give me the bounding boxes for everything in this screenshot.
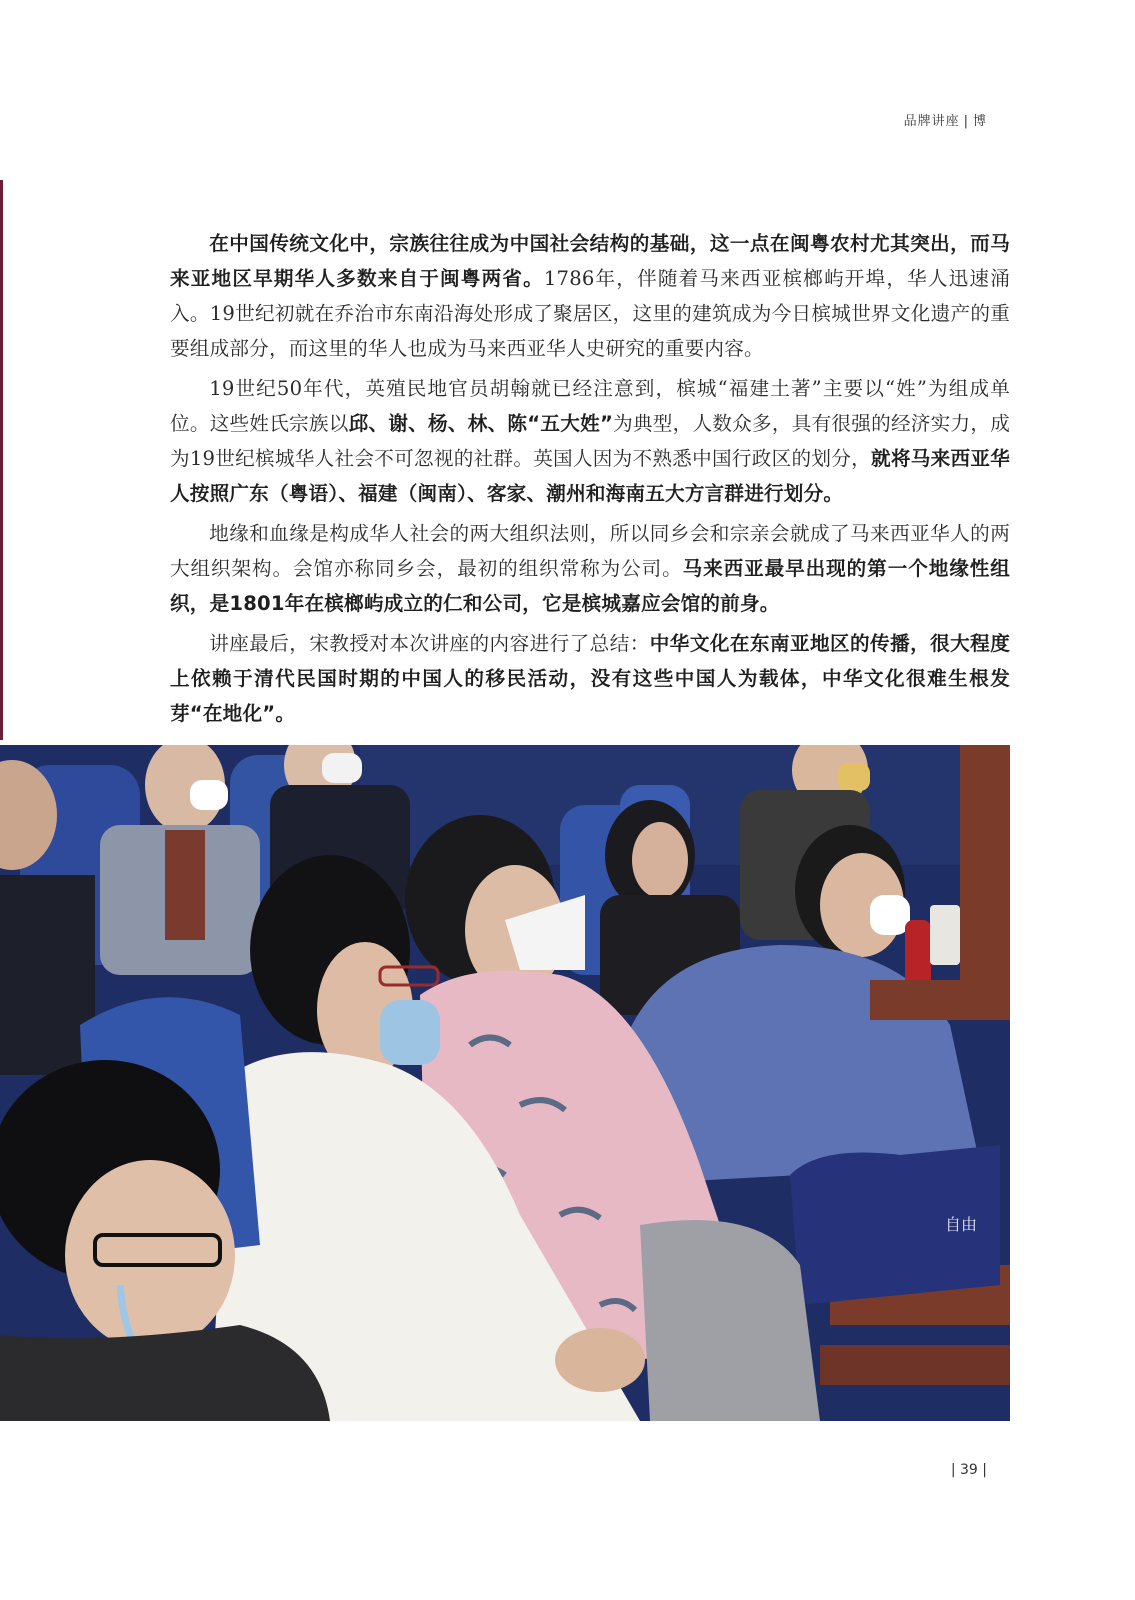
- article-body: [170, 226, 1010, 736]
- article-paragraph: [170, 516, 1010, 621]
- page-number: | 39 |: [950, 1462, 987, 1478]
- article-paragraph: [170, 371, 1010, 511]
- lecture-audience-photo: [0, 745, 1010, 1421]
- bag-print-text: 自由: [945, 1215, 978, 1234]
- article-paragraph: [170, 226, 1010, 366]
- emphasized-text: 在中国传统文化中，宗族往往成为中国社会结构的基础，这一点在闽粤农村尤其突出，而马来亚地区早期华人多数来自于闽粤两省。: [170, 232, 1010, 290]
- body-text: 1786年，伴随着马来西亚槟榔屿开埠，华人迅速涌入。19世纪初就在乔治市东南沿海处形成了聚居区，这里的建筑成为今日槟城世界文化遗产的重要组成部分，而这里的华人也成为马来西亚华人史研究的重要内容。: [170, 267, 1010, 360]
- body-text: 为典型，人数众多，具有很强的经济实力，成为19世纪槟城华人社会不可忽视的社群。英国人因为不熟悉中国行政区的划分，: [170, 412, 1010, 470]
- emphasized-text: 邱、谢、杨、林、陈“五大姓”: [348, 412, 614, 435]
- body-text: 地缘和血缘是构成华人社会的两大组织法则，所以同乡会和宗亲会就成了马来西亚华人的两大组织架构。会馆亦称同乡会，最初的组织常称为公司。: [170, 522, 1010, 580]
- body-text: 19世纪50年代，英殖民地官员胡翰就已经注意到，槟城“福建土著”主要以“姓”为组成单位。这些姓氏宗族以: [170, 377, 1010, 435]
- article-paragraph: [170, 626, 1010, 731]
- body-text: 讲座最后，宋教授对本次讲座的内容进行了总结：: [209, 632, 650, 655]
- left-edge-accent-bar: [0, 180, 3, 740]
- audience-photo-illustration: [0, 745, 1010, 1421]
- emphasized-text: 马来西亚最早出现的第一个地缘性组织，是1801年在槟榔屿成立的仁和公司，它是槟城嘉应会馆的前身。: [170, 557, 1011, 615]
- header-tag: 博: [972, 114, 987, 129]
- header-section: 品牌讲座: [903, 114, 960, 129]
- header-separator: |: [963, 114, 969, 129]
- emphasized-text: 就将马来西亚华人按照广东（粤语）、福建（闽南）、客家、潮州和海南五大方言群进行划分。: [170, 447, 1010, 505]
- running-header: [904, 110, 987, 129]
- emphasized-text: 中华文化在东南亚地区的传播，很大程度上依赖于清代民国时期的中国人的移民活动，没有这些中国人为载体，中华文化很难生根发芽“在地化”。: [170, 632, 1010, 725]
